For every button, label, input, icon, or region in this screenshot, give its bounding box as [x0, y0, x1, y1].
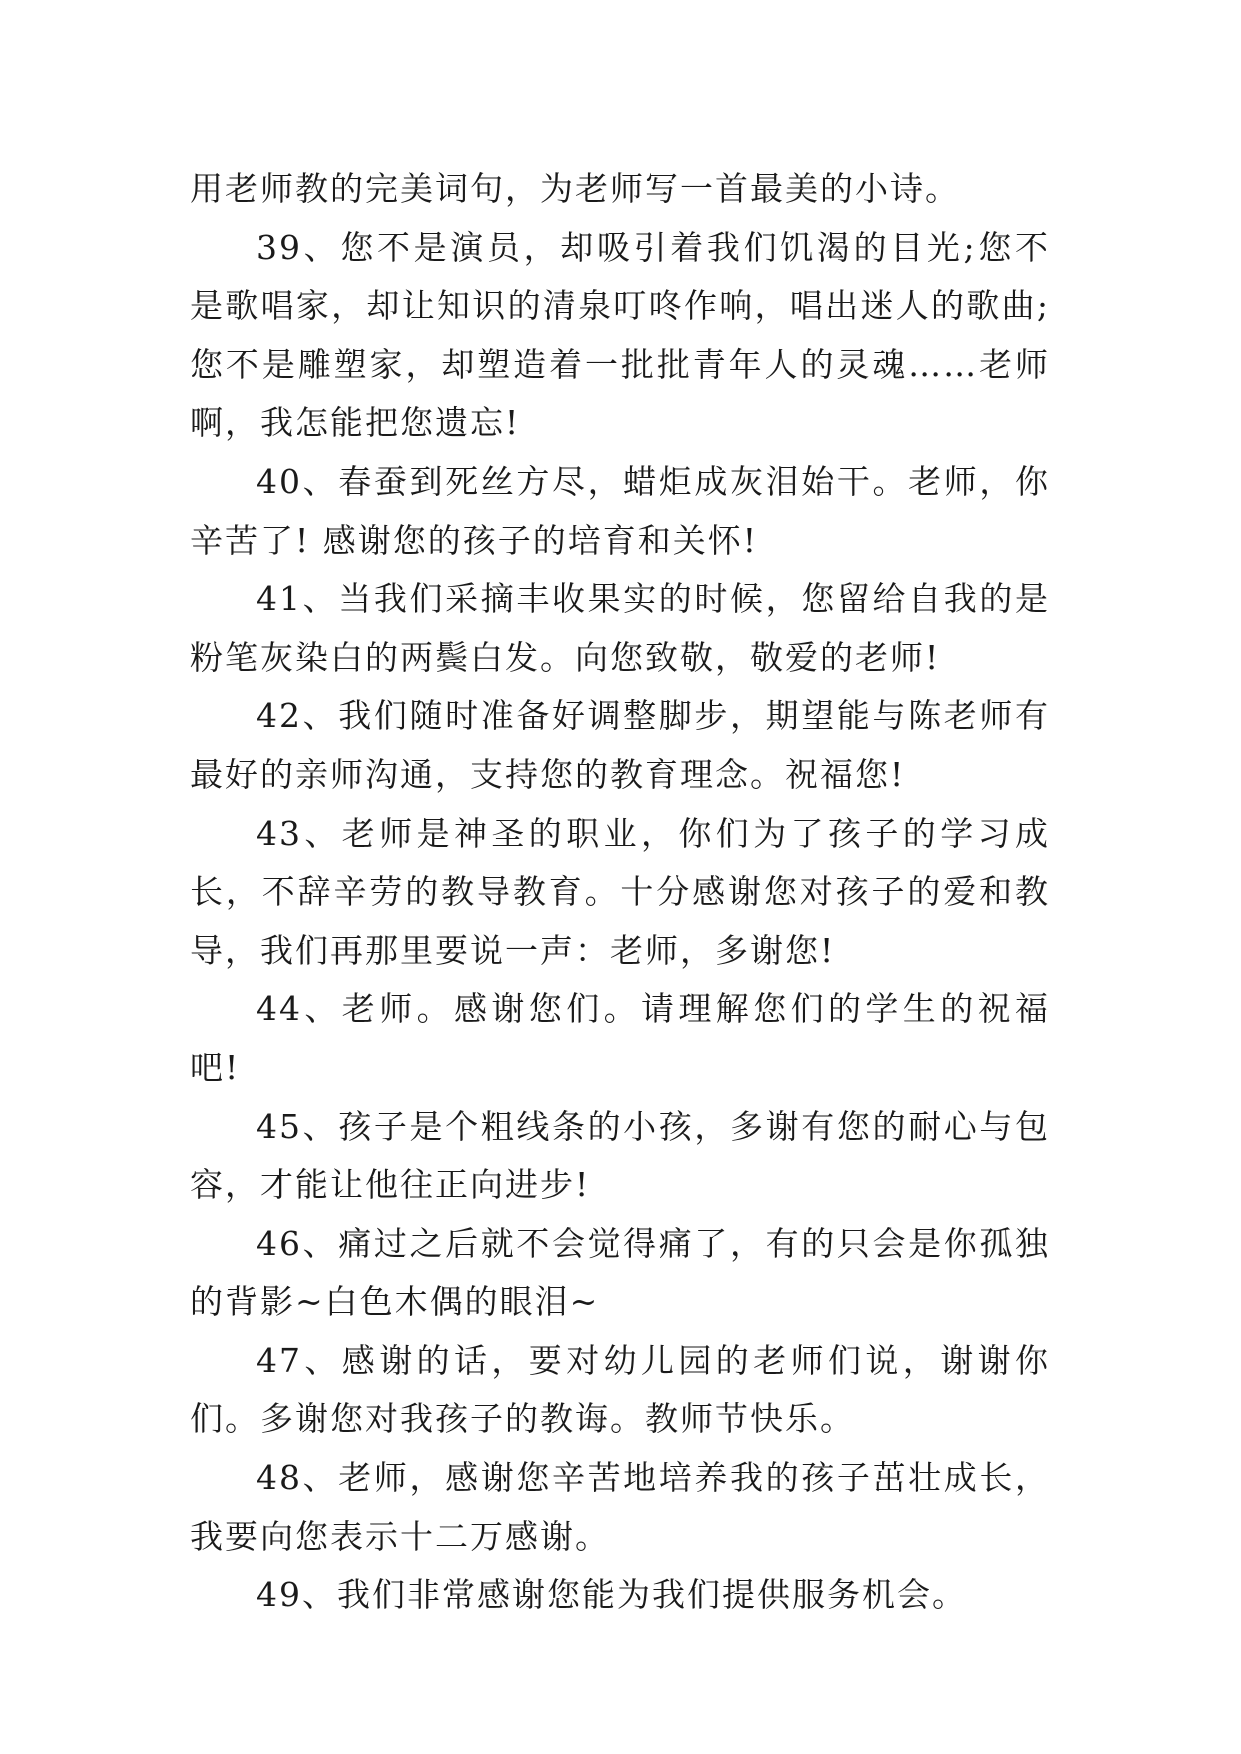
paragraph-45: 45、孩子是个粗线条的小孩，多谢有您的耐心与包容，才能让他往正向进步! — [190, 1106, 1050, 1205]
paragraph-48: 48、老师，感谢您辛苦地培养我的孩子茁壮成长，我要向您表示十二万感谢。 — [190, 1458, 1050, 1556]
paragraph-continuation: 用老师教的完美词句，为老师写一首最美的小诗。 — [190, 169, 960, 208]
paragraph-41: 41、当我们采摘丰收果实的时候，您留给自我的是粉笔灰染白的两鬓白发。向您致敬，敬爱的老师! — [190, 579, 1050, 677]
paragraph-46: 46、痛过之后就不会觉得痛了，有的只会是你孤独的背影~白色木偶的眼泪~ — [190, 1223, 1050, 1322]
document-body — [190, 160, 1050, 1625]
paragraph-42: 42、我们随时准备好调整脚步，期望能与陈老师有最好的亲师沟通，支持您的教育理念。祝福您! — [190, 696, 1050, 794]
paragraph-43: 43、老师是神圣的职业，你们为了孩子的学习成长，不辞辛劳的教导教育。十分感谢您对孩子的爱和教导，我们再那里要说一声：老师，多谢您! — [190, 813, 1050, 970]
paragraph-49: 49、我们非常感谢您能为我们提供服务机会。 — [256, 1575, 967, 1615]
paragraph-39: 39、您不是演员，却吸引着我们饥渴的目光;您不是歌唱家，却让知识的清泉叮咚作响，唱出迷人的歌曲;您不是雕塑家，却塑造着一批批青年人的灵魂……老师啊，我怎能把您遗忘! — [190, 227, 1050, 443]
paragraph-47: 47、感谢的话，要对幼儿园的老师们说，谢谢你们。多谢您对我孩子的教诲。教师节快乐。 — [190, 1340, 1050, 1439]
paragraph-44: 44、老师。感谢您们。请理解您们的学生的祝福吧! — [190, 989, 1050, 1087]
paragraph-40: 40、春蚕到死丝方尽，蜡炬成灰泪始干。老师，你辛苦了! 感谢您的孩子的培育和关怀! — [190, 461, 1050, 560]
